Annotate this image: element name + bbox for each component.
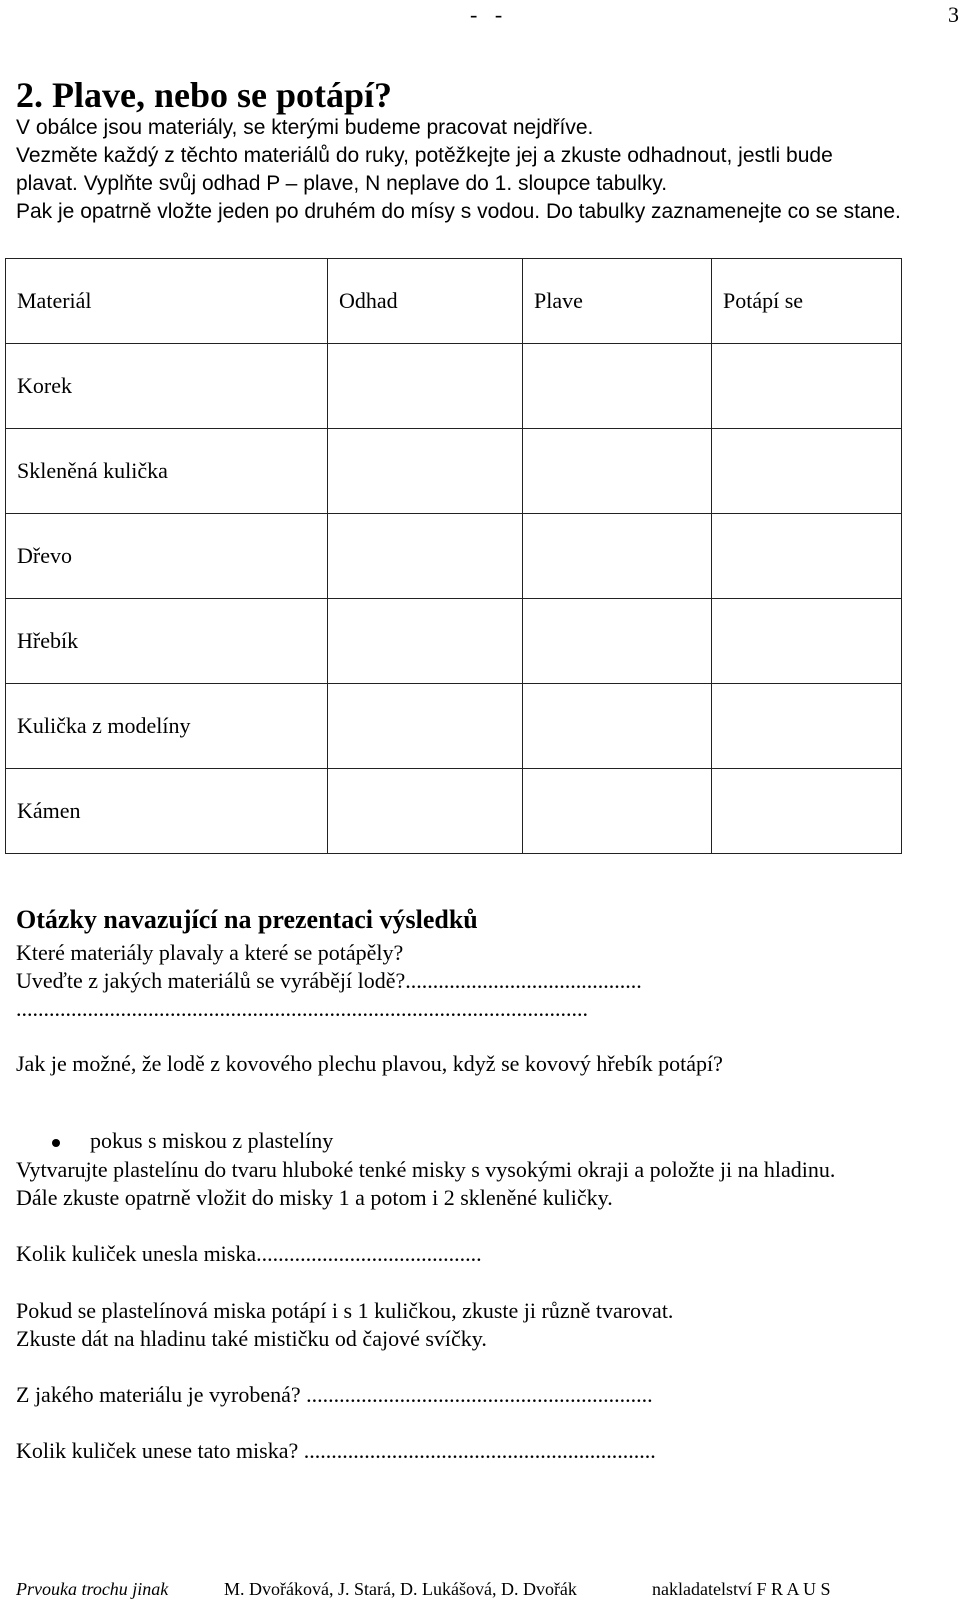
column-header-sinks: Potápí se: [712, 259, 902, 344]
question-bowl-count: Kolik kuliček unesla miska.........................................: [16, 1241, 482, 1266]
row-label: Korek: [6, 344, 328, 429]
table-row: [6, 429, 902, 514]
footer-authors: M. Dvořáková, J. Stará, D. Lukášová, D. Dvořák: [224, 1579, 577, 1599]
intro-line-3: plavat. Vyplňte svůj odhad P – plave, N neplave do 1. sloupce tabulky.: [16, 172, 668, 195]
sinks-cell[interactable]: [712, 429, 902, 514]
floats-cell[interactable]: [523, 514, 712, 599]
bullet-icon: [52, 1139, 60, 1147]
question-metal-ships: Jak je možné, že lodě z kovového plechu plavou, když se kovový hřebík potápí?: [16, 1051, 723, 1076]
floats-cell[interactable]: [523, 769, 712, 854]
estimate-cell[interactable]: [328, 684, 523, 769]
estimate-cell[interactable]: [328, 429, 523, 514]
results-table: [5, 258, 902, 854]
header-dashes: - -: [470, 2, 509, 27]
question-material: Z jakého materiálu je vyrobená? ...............................................................: [16, 1382, 653, 1407]
table-header-row: [6, 259, 902, 344]
floats-cell[interactable]: [523, 344, 712, 429]
sinks-cell[interactable]: [712, 769, 902, 854]
floats-cell[interactable]: [523, 684, 712, 769]
estimate-cell[interactable]: [328, 599, 523, 684]
row-label: Skleněná kulička: [6, 429, 328, 514]
table-row: [6, 344, 902, 429]
instruction-line-2: Dále zkuste opatrně vložit do misky 1 a potom i 2 skleněné kuličky.: [16, 1185, 613, 1210]
estimate-cell[interactable]: [328, 769, 523, 854]
row-label: Kámen: [6, 769, 328, 854]
footer-publisher: nakladatelství F R A U S: [652, 1579, 831, 1599]
table-row: [6, 599, 902, 684]
footer-book: Prvouka trochu jinak: [16, 1579, 169, 1599]
reshape-line-2: Zkuste dát na hladinu také mističku od čajové svíčky.: [16, 1326, 487, 1351]
sinks-cell[interactable]: [712, 344, 902, 429]
question-materials: Které materiály plavaly a které se potápěly?: [16, 940, 404, 965]
question-ships: Uveďte z jakých materiálů se vyrábějí lodě?...........................................: [16, 968, 642, 993]
row-label: Hřebík: [6, 599, 328, 684]
question-bowl-count-2: Kolik kuliček unese tato miska? ................................................................: [16, 1438, 656, 1463]
estimate-cell[interactable]: [328, 344, 523, 429]
floats-cell[interactable]: [523, 429, 712, 514]
sinks-cell[interactable]: [712, 684, 902, 769]
reshape-line-1: Pokud se plastelínová miska potápí i s 1 kuličkou, zkuste ji různě tvarovat.: [16, 1298, 674, 1323]
row-label: Kulička z modelíny: [6, 684, 328, 769]
table-row: [6, 684, 902, 769]
estimate-cell[interactable]: [328, 514, 523, 599]
table-row: [6, 769, 902, 854]
page-number: 3: [948, 2, 959, 27]
instruction-line-1: Vytvarujte plastelínu do tvaru hluboké tenké misky s vysokými okraji a položte ji na hladinu.: [16, 1157, 836, 1182]
floats-cell[interactable]: [523, 599, 712, 684]
sinks-cell[interactable]: [712, 599, 902, 684]
row-label: Dřevo: [6, 514, 328, 599]
intro-line-4: Pak je opatrně vložte jeden po druhém do mísy s vodou. Do tabulky zaznamenejte co se stane.: [16, 200, 901, 223]
answer-line: ........................................................................................................: [16, 996, 588, 1021]
intro-line-2: Vezměte každý z těchto materiálů do ruky, potěžkejte jej a zkuste odhadnout, jestli bude: [16, 144, 833, 167]
column-header-estimate: Odhad: [328, 259, 523, 344]
questions-title: Otázky navazující na prezentaci výsledků: [16, 905, 478, 934]
column-header-floats: Plave: [523, 259, 712, 344]
table-row: [6, 514, 902, 599]
experiment-title: pokus s miskou z plastelíny: [90, 1128, 334, 1153]
section-title: 2. Plave, nebo se potápí?: [16, 75, 393, 115]
intro-line-1: V obálce jsou materiály, se kterými budeme pracovat nejdříve.: [16, 116, 594, 139]
sinks-cell[interactable]: [712, 514, 902, 599]
column-header-material: Materiál: [6, 259, 328, 344]
